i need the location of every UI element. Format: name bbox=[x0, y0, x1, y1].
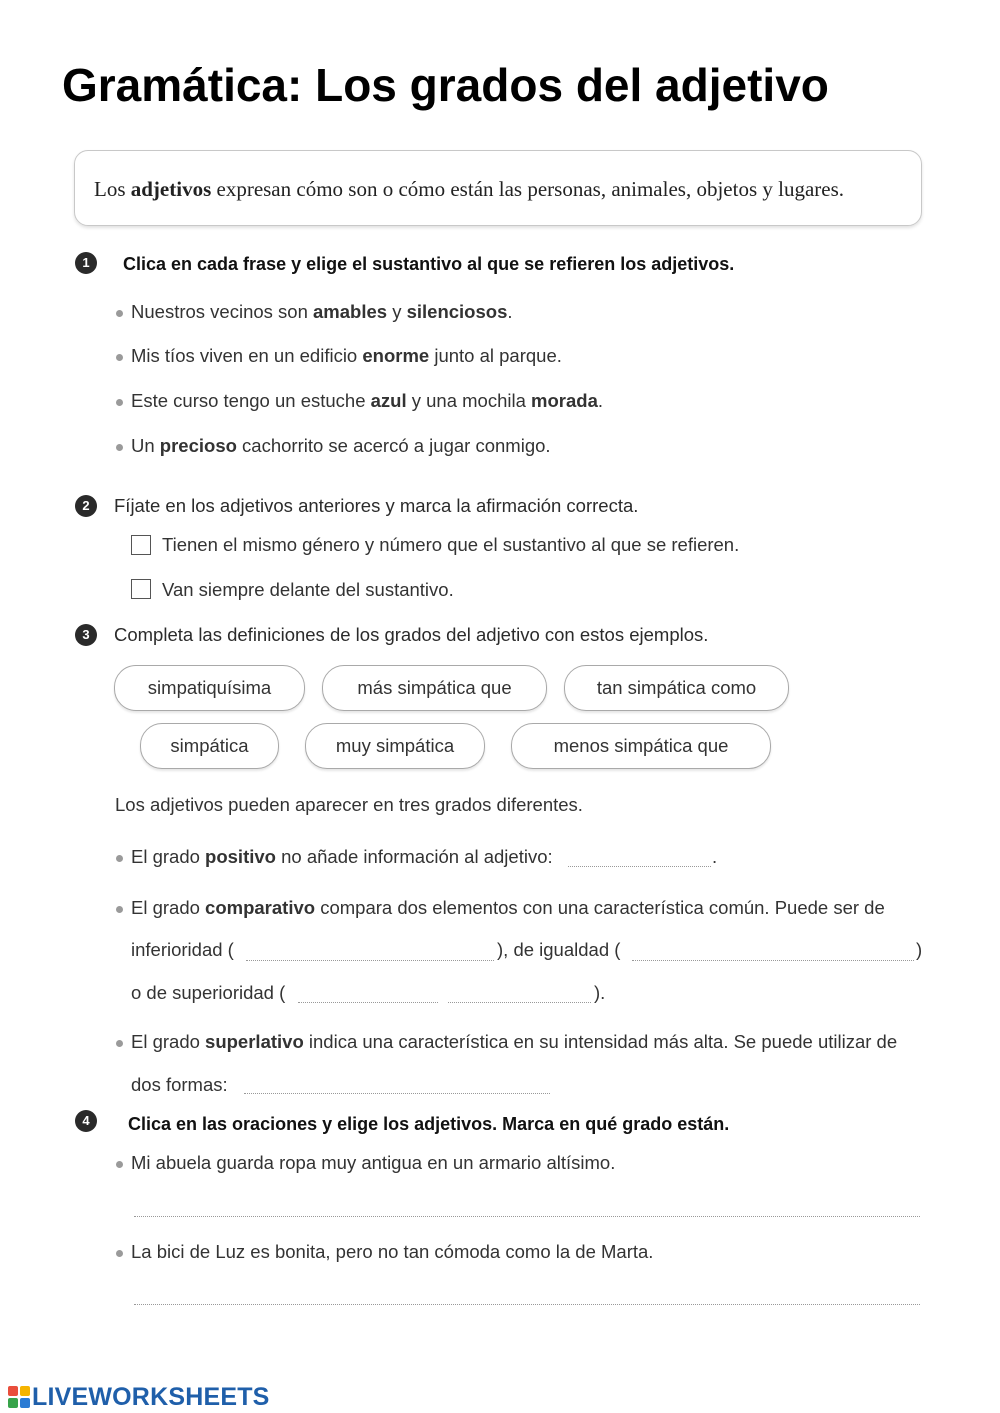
comparative-inferiority-label: inferioridad ( bbox=[131, 939, 234, 960]
ex1-sentence-2[interactable]: Mis tíos viven en un edificio enorme junto al parque. bbox=[131, 345, 562, 366]
exercise-3-instruction: Completa las definiciones de los grados del adjetivo con estos ejemplos. bbox=[114, 624, 709, 645]
superlative-blank[interactable] bbox=[244, 1093, 550, 1094]
pill-simpatica: simpática bbox=[140, 723, 279, 769]
pill-mas-simpatica-que: más simpática que bbox=[322, 665, 547, 711]
bullet bbox=[116, 444, 123, 451]
comparative-definition: El grado comparativo compara dos elementos con una característica común. Puede ser de bbox=[131, 897, 885, 918]
positive-end: . bbox=[712, 846, 718, 867]
exercise-3-number: 3 bbox=[75, 624, 97, 646]
exercise-4-instruction: Clica en las oraciones y elige los adjetivos. Marca en qué grado están. bbox=[128, 1114, 730, 1134]
bullet bbox=[116, 855, 123, 862]
exercise-4-number: 4 bbox=[75, 1110, 97, 1132]
intro-text-bold: adjetivos bbox=[130, 177, 212, 201]
bullet bbox=[116, 906, 123, 913]
intro-text-post: expresan cómo son o cómo están las personas, animales, objetos y lugares. bbox=[211, 177, 845, 201]
positive-blank[interactable] bbox=[568, 866, 711, 867]
superlative-definition: El grado superlativo indica una característica en su intensidad más alta. Se puede utilizar de bbox=[131, 1031, 898, 1052]
exercise-1-instruction: Clica en cada frase y elige el sustantivo al que se refieren los adjetivos. bbox=[123, 254, 735, 274]
intro-text bbox=[94, 177, 844, 202]
exercise-2-number: 2 bbox=[75, 495, 97, 517]
ex1-sentence-3[interactable]: Este curso tengo un estuche azul y una mochila morada. bbox=[131, 390, 604, 411]
ex4-sentence-2[interactable]: La bici de Luz es bonita, pero no tan cómoda como la de Marta. bbox=[131, 1241, 654, 1262]
intro-text-pre: Los bbox=[94, 177, 131, 201]
option-2-label: Van siempre delante del sustantivo. bbox=[162, 579, 454, 600]
option-2-checkbox[interactable] bbox=[131, 579, 151, 599]
inferiority-blank[interactable] bbox=[246, 960, 494, 961]
ex1-sentence-1[interactable]: Nuestros vecinos son amables y silenciosos. bbox=[131, 301, 513, 322]
exercise-1-number: 1 bbox=[75, 252, 97, 274]
exercise-2-instruction: Fíjate en los adjetivos anteriores y marca la afirmación correcta. bbox=[114, 495, 639, 516]
ex4-sentence-1[interactable]: Mi abuela guarda ropa muy antigua en un armario altísimo. bbox=[131, 1152, 616, 1173]
bullet bbox=[116, 310, 123, 317]
ex3-lead-text: Los adjetivos pueden aparecer en tres grados diferentes. bbox=[115, 794, 583, 815]
comparative-superiority-label: o de superioridad ( bbox=[131, 982, 286, 1003]
superiority-blank-1[interactable] bbox=[298, 1002, 438, 1003]
comparative-superiority-close: ). bbox=[594, 982, 606, 1003]
bullet bbox=[116, 1250, 123, 1257]
pill-muy-simpatica: muy simpática bbox=[305, 723, 485, 769]
comparative-equality-close: ) bbox=[916, 939, 923, 960]
pill-tan-simpatica-como: tan simpática como bbox=[564, 665, 789, 711]
equality-blank[interactable] bbox=[632, 960, 914, 961]
bullet bbox=[116, 1040, 123, 1047]
bullet bbox=[116, 1161, 123, 1168]
superiority-blank-2[interactable] bbox=[448, 1002, 591, 1003]
option-1-label: Tienen el mismo género y número que el sustantivo al que se refieren. bbox=[162, 534, 740, 555]
liveworksheets-logo: LIVEWORKSHEETS bbox=[32, 1383, 270, 1411]
superlative-forms-label: dos formas: bbox=[131, 1074, 228, 1095]
ex4-answer-line-1[interactable] bbox=[134, 1216, 920, 1217]
ex4-answer-line-2[interactable] bbox=[134, 1304, 920, 1305]
positive-definition: El grado positivo no añade información al adjetivo: bbox=[131, 846, 553, 867]
liveworksheets-logo-icon bbox=[8, 1386, 30, 1408]
ex1-sentence-4[interactable]: Un precioso cachorrito se acercó a jugar conmigo. bbox=[131, 435, 551, 456]
pill-menos-simpatica-que: menos simpática que bbox=[511, 723, 771, 769]
option-1-checkbox[interactable] bbox=[131, 535, 151, 555]
bullet bbox=[116, 354, 123, 361]
comparative-equality-label: ), de igualdad ( bbox=[497, 939, 621, 960]
page-title: Gramática: Los grados del adjetivo bbox=[62, 59, 829, 111]
pill-simpatiquisima: simpatiquísima bbox=[114, 665, 305, 711]
bullet bbox=[116, 399, 123, 406]
